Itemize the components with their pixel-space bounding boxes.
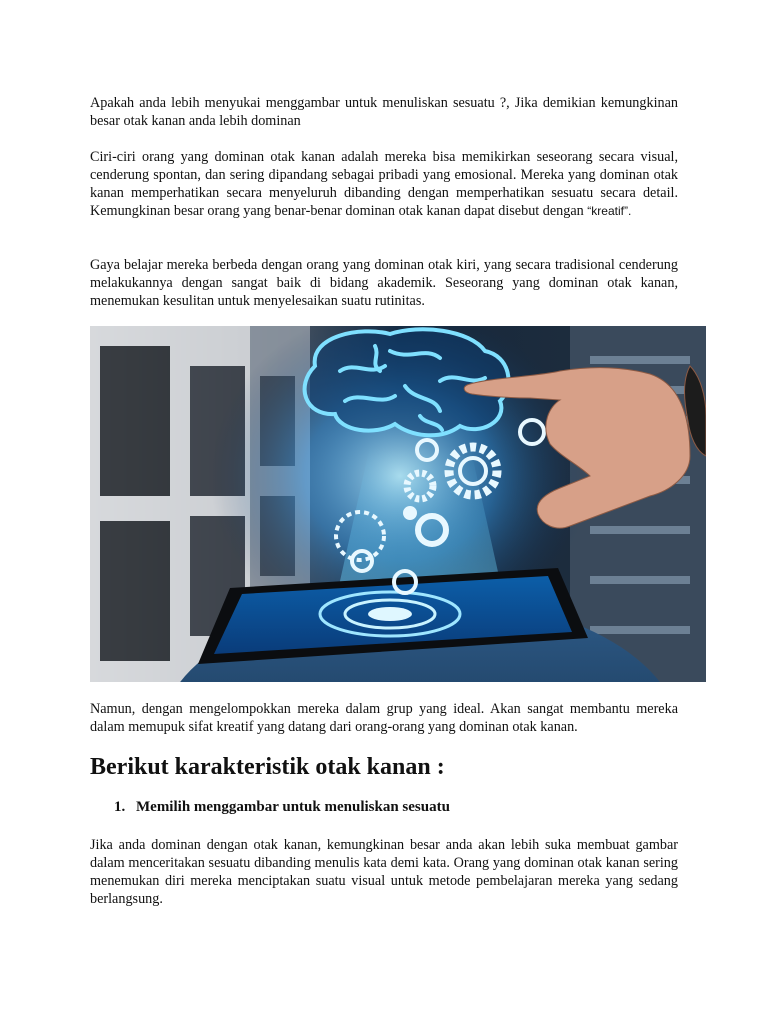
paragraph-grouping: Namun, dengan mengelompokkan mereka dalam grup yang ideal. Akan sangat membantu mereka dalam memupuk sifat kreatif yang datang dari orang-orang yang dominan otak kanan.: [90, 701, 678, 735]
paragraph-characteristics-text: Ciri-ciri orang yang dominan otak kanan adalah mereka bisa memikirkan seseorang secara visual, cenderung spontan, dan sering dipandang sebagai pribadi yang emosional. Mereka yang dominan otak kanan memperhatikan secara menyeluruh dibanding dengan memperhatikan sesuatu secara detail. Kemungkinan besar orang yang benar-benar dominan otak kanan dapat disebut dengan: [90, 149, 678, 219]
paragraph-learning-style: Gaya belajar mereka berbeda dengan orang yang dominan otak kiri, yang secara tradisional cenderung melakukannya dengan sangat baik di bidang akademik. Seseorang yang dominan otak kanan, menemukan kesulitan untuk menyelesaikan suatu rutinitas.: [90, 257, 678, 309]
brain-tablet-illustration: [90, 326, 706, 682]
creative-quote: “kreatif”.: [587, 204, 632, 218]
paragraph-intro: Apakah anda lebih menyukai menggambar untuk menuliskan sesuatu ?, Jika demikian kemungkinan besar otak kanan anda lebih dominan: [90, 95, 678, 129]
paragraph-drawing: Jika anda dominan dengan otak kanan, kemungkinan besar anda akan lebih suka membuat gambar dalam menceritakan sesuatu dibanding menulis kata demi kata. Orang yang dominan otak kanan sering menemukan diri mereka menciptakan suatu visual untuk metode pembelajaran mereka yang sedang berlangsung.: [90, 837, 678, 907]
list-item-heading: [114, 797, 450, 817]
list-item-number: 1.: [114, 799, 126, 815]
section-heading: Berikut karakteristik otak kanan :: [90, 754, 445, 780]
list-item-text: Memilih menggambar untuk menuliskan sesuatu: [136, 799, 450, 815]
paragraph-characteristics: [90, 148, 678, 220]
